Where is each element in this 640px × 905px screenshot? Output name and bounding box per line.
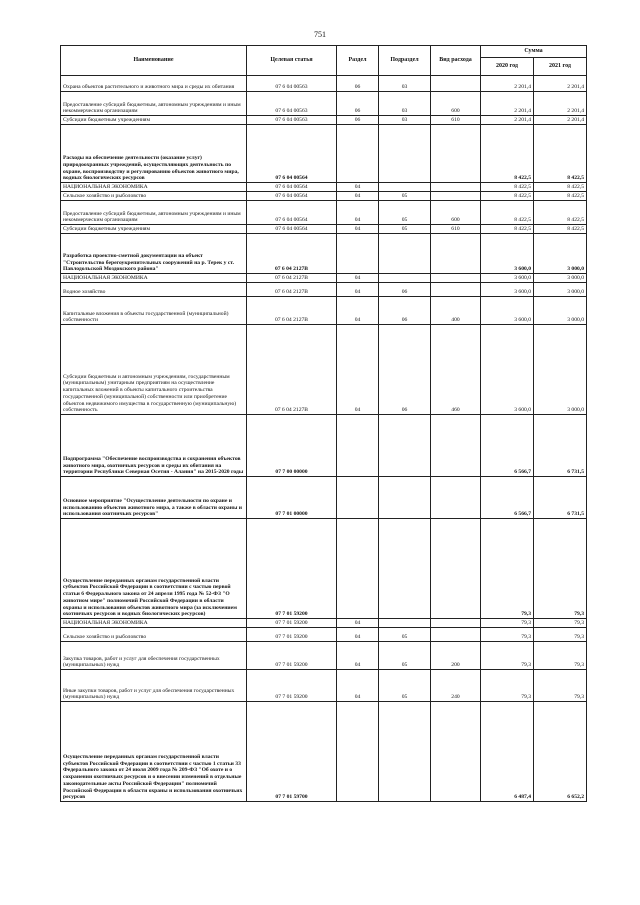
row-name-cell: Основное мероприятие "Осуществление деятельности по охране и использованию объектов животного мира, а также в области охраны и использования охотничьих ресурсов" xyxy=(61,477,247,519)
page-number: 751 xyxy=(314,30,326,39)
row-target-cell: 07 7 00 00000 xyxy=(247,415,337,477)
row-2021-cell: 8 422,5 xyxy=(534,125,587,183)
row-subsection-cell: 06 xyxy=(379,283,431,297)
row-subsection-cell: 03 xyxy=(379,116,431,125)
row-subsection-cell xyxy=(379,274,431,283)
header-year-2020: 2020 год xyxy=(481,58,534,76)
row-expense-type-cell: 200 xyxy=(431,642,481,670)
row-subsection-cell: 03 xyxy=(379,76,431,92)
row-2021-cell: 3 000,0 xyxy=(534,274,587,283)
row-subsection-cell: 05 xyxy=(379,628,431,642)
row-section-cell: 04 xyxy=(337,274,379,283)
row-section-cell xyxy=(337,477,379,519)
row-section-cell: 04 xyxy=(337,642,379,670)
table-row xyxy=(61,477,587,519)
row-2021-cell: 6 731,5 xyxy=(534,477,587,519)
header-section: Раздел xyxy=(337,46,379,76)
row-target-cell: 07 6 04 00564 xyxy=(247,225,337,234)
row-2021-cell: 2 201,4 xyxy=(534,116,587,125)
header-subsection: Подраздел xyxy=(379,46,431,76)
row-subsection-cell: 05 xyxy=(379,201,431,225)
row-expense-type-cell: 240 xyxy=(431,670,481,702)
row-section-cell xyxy=(337,519,379,619)
row-2021-cell: 6 731,5 xyxy=(534,415,587,477)
row-subsection-cell: 05 xyxy=(379,670,431,702)
table-row xyxy=(61,234,587,274)
row-section-cell: 06 xyxy=(337,92,379,116)
row-expense-type-cell xyxy=(431,628,481,642)
row-expense-type-cell xyxy=(431,619,481,628)
row-2021-cell: 79,3 xyxy=(534,519,587,619)
row-2020-cell: 79,3 xyxy=(481,519,534,619)
row-target-cell: 07 7 01 00000 xyxy=(247,477,337,519)
row-2020-cell: 8 422,5 xyxy=(481,225,534,234)
row-expense-type-cell: 610 xyxy=(431,225,481,234)
table-row xyxy=(61,628,587,642)
row-2020-cell: 6 566,7 xyxy=(481,415,534,477)
row-section-cell: 04 xyxy=(337,192,379,201)
row-expense-type-cell xyxy=(431,274,481,283)
row-target-cell: 07 7 01 59200 xyxy=(247,628,337,642)
row-section-cell: 04 xyxy=(337,283,379,297)
row-2020-cell: 2 201,4 xyxy=(481,76,534,92)
table-body xyxy=(61,76,587,802)
table-row xyxy=(61,415,587,477)
row-expense-type-cell xyxy=(431,477,481,519)
row-name-cell: Подпрограмма "Обеспечение воспроизводства и сохранения объектов животного мира, охотничьих ресурсов и среды их обитания на территории Республики Северная Осетия - Алания" на 2015-2020 годы xyxy=(61,415,247,477)
table-row xyxy=(61,519,587,619)
row-subsection-cell xyxy=(379,619,431,628)
row-target-cell: 07 6 04 2127В xyxy=(247,325,337,415)
row-target-cell: 07 7 01 59200 xyxy=(247,519,337,619)
header-sum: Сумма xyxy=(481,46,587,58)
row-2021-cell: 79,3 xyxy=(534,670,587,702)
table-row xyxy=(61,325,587,415)
row-2021-cell: 3 000,0 xyxy=(534,283,587,297)
row-expense-type-cell: 460 xyxy=(431,325,481,415)
row-subsection-cell xyxy=(379,234,431,274)
table-row xyxy=(61,283,587,297)
row-expense-type-cell xyxy=(431,702,481,802)
header-year-2021: 2021 год xyxy=(534,58,587,76)
row-2020-cell: 3 600,0 xyxy=(481,297,534,325)
table-header xyxy=(61,46,587,76)
row-2021-cell: 79,3 xyxy=(534,628,587,642)
row-2020-cell: 8 422,5 xyxy=(481,183,534,192)
row-target-cell: 07 6 04 2127В xyxy=(247,234,337,274)
row-section-cell: 04 xyxy=(337,670,379,702)
table-row xyxy=(61,76,587,92)
row-name-cell: Субсидии бюджетным учреждениям xyxy=(61,225,247,234)
table-row xyxy=(61,225,587,234)
table-row xyxy=(61,201,587,225)
table-row xyxy=(61,192,587,201)
row-name-cell: НАЦИОНАЛЬНАЯ ЭКОНОМИКА xyxy=(61,274,247,283)
row-2020-cell: 8 422,5 xyxy=(481,192,534,201)
row-2020-cell: 8 422,5 xyxy=(481,125,534,183)
row-target-cell: 07 6 04 2127В xyxy=(247,274,337,283)
row-target-cell: 07 6 04 2127В xyxy=(247,283,337,297)
row-target-cell: 07 6 04 2127В xyxy=(247,297,337,325)
row-2020-cell: 79,3 xyxy=(481,642,534,670)
row-2021-cell: 79,3 xyxy=(534,642,587,670)
row-2021-cell: 3 000,0 xyxy=(534,325,587,415)
row-2021-cell: 6 652,2 xyxy=(534,702,587,802)
row-name-cell: Осуществление переданных органам государственной власти субъектов Российской Федерации в соответствии с частью 1 статьи 33 Федерального закона от 24 июля 2009 года № 209-ФЗ "Об охоте и о сохранении охотничьих ресурсов и о внесении изменений в отдельные законодательные акты Российской Федерации" полномочий Российской Федерации в области охраны и использования охотничьих ресурсов xyxy=(61,702,247,802)
table-row xyxy=(61,92,587,116)
row-section-cell: 04 xyxy=(337,201,379,225)
row-2020-cell: 8 422,5 xyxy=(481,201,534,225)
row-section-cell: 04 xyxy=(337,619,379,628)
row-section-cell xyxy=(337,125,379,183)
table-row xyxy=(61,125,587,183)
row-section-cell: 06 xyxy=(337,116,379,125)
row-2021-cell: 79,3 xyxy=(534,619,587,628)
row-name-cell: Предоставление субсидий бюджетным, автономным учреждениям и иным некоммерческим организациям xyxy=(61,92,247,116)
row-name-cell: НАЦИОНАЛЬНАЯ ЭКОНОМИКА xyxy=(61,619,247,628)
table-row xyxy=(61,274,587,283)
row-expense-type-cell xyxy=(431,234,481,274)
row-section-cell xyxy=(337,702,379,802)
row-2021-cell: 2 201,4 xyxy=(534,76,587,92)
row-2021-cell: 8 422,5 xyxy=(534,183,587,192)
row-name-cell: Разработка проектно-сметной документации на объект "Строительство берегоукрепительных сооружений на р. Терек у ст. Павлодольской Моздокского района" xyxy=(61,234,247,274)
row-subsection-cell xyxy=(379,125,431,183)
row-name-cell: НАЦИОНАЛЬНАЯ ЭКОНОМИКА xyxy=(61,183,247,192)
row-2020-cell: 6 487,4 xyxy=(481,702,534,802)
row-target-cell: 07 6 04 00563 xyxy=(247,116,337,125)
row-2021-cell: 3 000,0 xyxy=(534,297,587,325)
row-2021-cell: 8 422,5 xyxy=(534,201,587,225)
row-name-cell: Иные закупки товаров, работ и услуг для обеспечения государственных (муниципальных) нужд xyxy=(61,670,247,702)
row-expense-type-cell xyxy=(431,192,481,201)
table-row xyxy=(61,183,587,192)
row-subsection-cell: 06 xyxy=(379,297,431,325)
row-expense-type-cell: 610 xyxy=(431,116,481,125)
table-row xyxy=(61,642,587,670)
row-expense-type-cell: 600 xyxy=(431,201,481,225)
row-target-cell: 07 6 04 00563 xyxy=(247,76,337,92)
row-target-cell: 07 7 01 59200 xyxy=(247,670,337,702)
row-expense-type-cell xyxy=(431,125,481,183)
row-subsection-cell xyxy=(379,415,431,477)
row-subsection-cell: 05 xyxy=(379,192,431,201)
row-2021-cell: 8 422,5 xyxy=(534,192,587,201)
row-expense-type-cell: 400 xyxy=(431,297,481,325)
row-target-cell: 07 6 04 00563 xyxy=(247,92,337,116)
table-row xyxy=(61,116,587,125)
row-2020-cell: 79,3 xyxy=(481,628,534,642)
row-expense-type-cell xyxy=(431,415,481,477)
row-name-cell: Субсидии бюджетным и автономным учреждениям, государственным (муниципальным) унитарным предприятиям на осуществление капитальных вложений в объекты капитального строительства государственной (муниципальной) собственности или приобретение объектов недвижимого имущества в государственную (муниципальную) собственность xyxy=(61,325,247,415)
budget-table xyxy=(60,45,587,802)
row-target-cell: 07 6 04 00564 xyxy=(247,183,337,192)
row-2020-cell: 2 201,4 xyxy=(481,116,534,125)
row-section-cell: 04 xyxy=(337,225,379,234)
row-name-cell: Водное хозяйство xyxy=(61,283,247,297)
row-expense-type-cell xyxy=(431,519,481,619)
row-section-cell: 04 xyxy=(337,628,379,642)
table-row xyxy=(61,670,587,702)
row-subsection-cell xyxy=(379,519,431,619)
row-2020-cell: 2 201,4 xyxy=(481,92,534,116)
row-target-cell: 07 7 01 59200 xyxy=(247,642,337,670)
header-expense-type: Вид расхода xyxy=(431,46,481,76)
row-name-cell: Капитальные вложения в объекты государственной (муниципальной) собственности xyxy=(61,297,247,325)
row-target-cell: 07 6 04 00564 xyxy=(247,192,337,201)
row-target-cell: 07 6 04 00564 xyxy=(247,201,337,225)
row-section-cell: 04 xyxy=(337,183,379,192)
row-section-cell: 04 xyxy=(337,325,379,415)
row-subsection-cell: 03 xyxy=(379,92,431,116)
row-subsection-cell xyxy=(379,702,431,802)
row-target-cell: 07 6 04 00564 xyxy=(247,125,337,183)
row-name-cell: Закупка товаров, работ и услуг для обеспечения государственных (муниципальных) нужд xyxy=(61,642,247,670)
row-name-cell: Сельское хозяйство и рыболовство xyxy=(61,192,247,201)
row-name-cell: Осуществление переданных органам государственной власти субъектов Российской Федерации в соответствии с частью первой статьи 6 Федерального закона от 24 апреля 1995 года № 52-ФЗ "О животном мире" полномочий Российской Федерации в области охраны и использования объектов животного мира (за исключением охотничьих ресурсов и водных биологических ресурсов) xyxy=(61,519,247,619)
row-2020-cell: 3 600,0 xyxy=(481,325,534,415)
row-2020-cell: 79,3 xyxy=(481,670,534,702)
table-row xyxy=(61,702,587,802)
row-expense-type-cell: 600 xyxy=(431,92,481,116)
row-subsection-cell: 06 xyxy=(379,325,431,415)
row-2021-cell: 2 201,4 xyxy=(534,92,587,116)
row-2020-cell: 3 600,0 xyxy=(481,274,534,283)
row-subsection-cell xyxy=(379,477,431,519)
row-subsection-cell xyxy=(379,183,431,192)
row-2021-cell: 8 422,5 xyxy=(534,225,587,234)
row-2021-cell: 3 000,0 xyxy=(534,234,587,274)
row-2020-cell: 3 600,0 xyxy=(481,283,534,297)
row-name-cell: Расходы на обеспечение деятельности (оказание услуг) природоохранных учреждений, осуществляющих деятельность по охране, воспроизводству и регулированию объектов животного мира, водных биологических ресурсов xyxy=(61,125,247,183)
row-target-cell: 07 7 01 59700 xyxy=(247,702,337,802)
header-name: Наименование xyxy=(61,46,247,76)
row-section-cell: 06 xyxy=(337,76,379,92)
row-2020-cell: 79,3 xyxy=(481,619,534,628)
row-section-cell xyxy=(337,415,379,477)
row-name-cell: Сельское хозяйство и рыболовство xyxy=(61,628,247,642)
row-name-cell: Охрана объектов растительного и животного мира и среды их обитания xyxy=(61,76,247,92)
header-target: Целевая статья xyxy=(247,46,337,76)
row-expense-type-cell xyxy=(431,283,481,297)
row-expense-type-cell xyxy=(431,183,481,192)
row-name-cell: Предоставление субсидий бюджетным, автономным учреждениям и иным некоммерческим организациям xyxy=(61,201,247,225)
table-row xyxy=(61,297,587,325)
row-section-cell: 04 xyxy=(337,297,379,325)
row-2020-cell: 3 600,0 xyxy=(481,234,534,274)
row-subsection-cell: 05 xyxy=(379,225,431,234)
row-2020-cell: 6 566,7 xyxy=(481,477,534,519)
row-subsection-cell: 05 xyxy=(379,642,431,670)
table-row xyxy=(61,619,587,628)
row-name-cell: Субсидии бюджетным учреждениям xyxy=(61,116,247,125)
row-section-cell xyxy=(337,234,379,274)
row-expense-type-cell xyxy=(431,76,481,92)
row-target-cell: 07 7 01 59200 xyxy=(247,619,337,628)
